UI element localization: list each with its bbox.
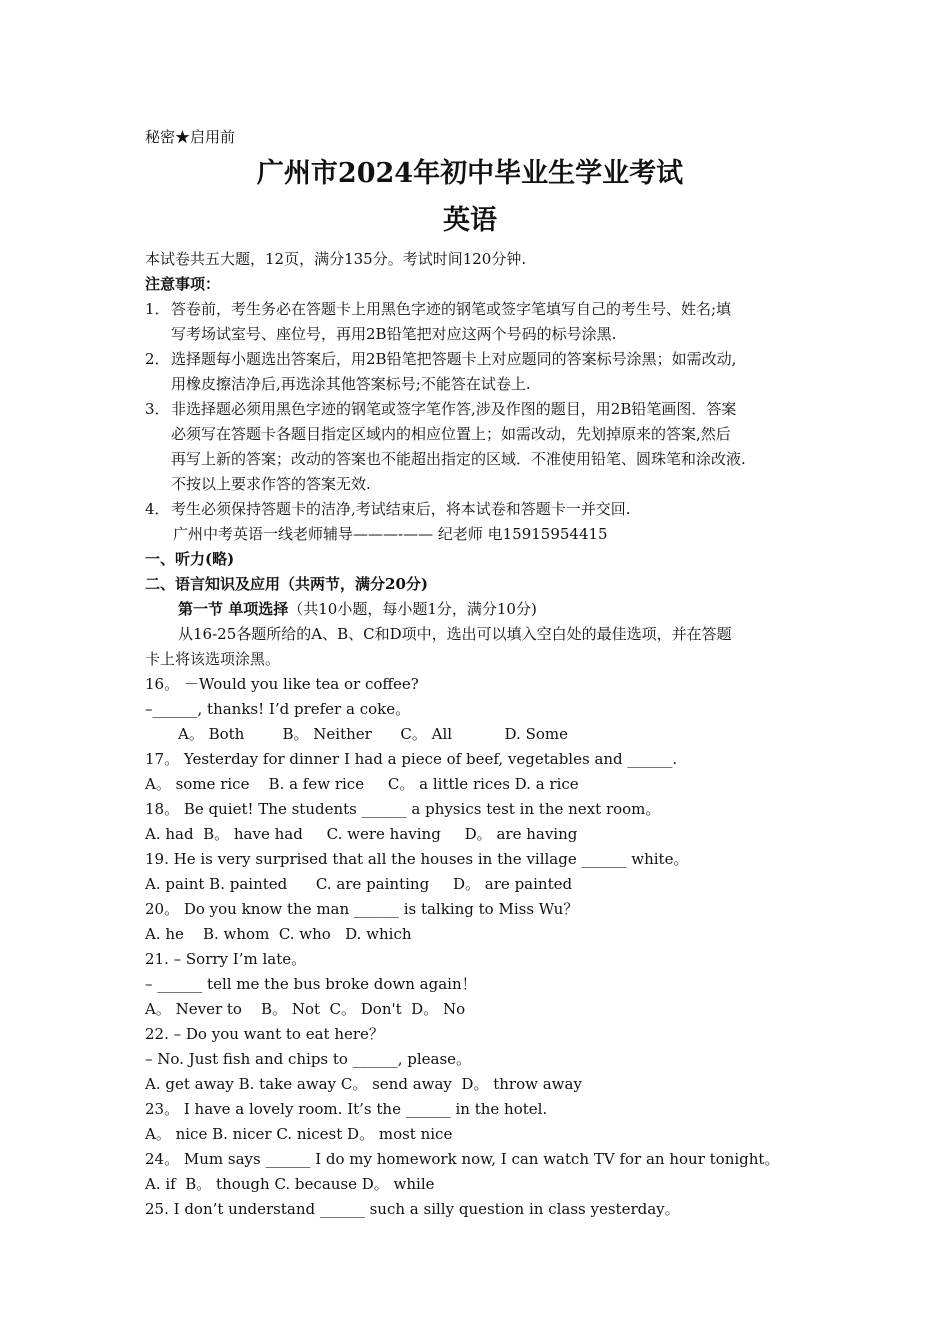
- question-19: 19. He is very surprised that all the houses in the village ______ white。: [145, 850, 689, 868]
- instruction-line: 卡上将该选项涂黑。: [145, 650, 281, 668]
- notice-line: 再写上新的答案；改动的答案也不能超出指定的区域．不准使用铅笔、圆珠笔和涂改液.: [171, 450, 746, 468]
- question-16-options: A。 Both B。 Neither C。 All D. Some: [178, 725, 568, 743]
- notice-number: 1．: [145, 300, 170, 318]
- question-18: 18。 Be quiet! The students ______ a physics test in the next room。: [145, 800, 661, 818]
- part-note: （共10小题，每小题1分，满分10分): [288, 600, 537, 618]
- question-20: 20。 Do you know the man ______ is talking to Miss Wu？: [145, 900, 579, 918]
- question-18-options: A. had B。 have had C. were having D。 are having: [145, 825, 578, 843]
- notice-item: [145, 497, 815, 522]
- notice-line: 非选择题必须用黑色字迹的钢笔或签字笔作答,涉及作图的题目，用2B铅笔画图．答案: [171, 400, 737, 418]
- question-24-options: A. if B。 though C. because D。 while: [145, 1175, 435, 1193]
- question-25: 25. I don’t understand ______ such a silly question in class yesterday。: [145, 1200, 680, 1218]
- notice-item: [145, 297, 815, 347]
- question-23-options: A。 nice B. nicer C. nicest D。 most nice: [145, 1125, 453, 1143]
- question-20-options: A. he B. whom C. who D. which: [145, 925, 412, 943]
- question-22-prompt: 22. – Do you want to eat here？: [145, 1025, 384, 1043]
- question-21-prompt: 21. – Sorry I’m late。: [145, 950, 307, 968]
- question-17-options: A。 some rice B. a few rice C。 a little rices D. a rice: [145, 775, 579, 793]
- question-23: 23。 I have a lovely room. It’s the ______ in the hotel.: [145, 1100, 548, 1118]
- section-listening: 一、听力(略): [145, 550, 235, 568]
- question-22-reply: – No. Just fish and chips to ______, please。: [145, 1050, 472, 1068]
- notice-item: [145, 347, 815, 397]
- notice-line: 不按以上要求作答的答案无效.: [171, 475, 371, 493]
- notice-line: 用橡皮擦洁净后,再选涂其他答案标号;不能答在试卷上.: [171, 375, 531, 393]
- tutor-contact: 广州中考英语一线老师辅导———-—— 纪老师 电15915954415: [173, 525, 608, 543]
- notice-number: 4．: [145, 500, 170, 518]
- question-17: 17。 Yesterday for dinner I had a piece of beef, vegetables and ______.: [145, 750, 678, 768]
- question-16-reply: –______, thanks! I’d prefer a coke。: [145, 700, 411, 718]
- question-21-reply: – ______ tell me the bus broke down again！: [145, 975, 477, 993]
- part-heading: [145, 597, 815, 622]
- notice-line: 答卷前，考生务必在答题卡上用黑色字迹的钢笔或签字笔填写自己的考生号、姓名;填: [171, 300, 732, 318]
- question-22-options: A. get away B. take away C。 send away D。 throw away: [145, 1075, 582, 1093]
- notice-line: 考生必须保持答题卡的洁净,考试结束后，将本试卷和答题卡一并交回.: [171, 500, 631, 518]
- exam-title: 广州市2024年初中毕业生学业考试: [256, 158, 684, 189]
- question-21-options: A。 Never to B。 Not C。 Don't D。 No: [145, 1000, 466, 1018]
- notice-line: 写考场试室号、座位号，再用2B铅笔把对应这两个号码的标号涂黑.: [171, 325, 617, 343]
- notice-item: [145, 397, 815, 497]
- notice-line: 必须写在答题卡各题目指定区域内的相应位置上；如需改动，先划掉原来的答案,然后: [171, 425, 731, 443]
- question-19-options: A. paint B. painted C. are painting D。 are painted: [145, 875, 573, 893]
- instruction-line: 从16-25各题所给的A、B、C和D项中，选出可以填入空白处的最佳选项，并在答题: [178, 625, 732, 643]
- exam-intro: 本试卷共五大题，12页，满分135分。考试时间120分钟.: [145, 250, 527, 268]
- notice-heading: 注意事项：: [145, 275, 221, 293]
- exam-page: [145, 125, 815, 1222]
- part-title: 第一节 单项选择: [178, 600, 289, 618]
- section-language: 二、语言知识及应用（共两节，满分20分): [145, 575, 428, 593]
- notice-number: 3．: [145, 400, 170, 418]
- notice-line: 选择题每小题选出答案后，用2B铅笔把答题卡上对应题同的答案标号涂黑；如需改动,: [171, 350, 737, 368]
- confidential-mark: 秘密★启用前: [145, 128, 236, 146]
- question-16-prompt: 16。 －Would you like tea or coffee?: [145, 675, 419, 693]
- subject-title: 英语: [443, 205, 497, 236]
- question-24: 24。 Mum says ______ I do my homework now, I can watch TV for an hour tonight。: [145, 1150, 780, 1168]
- notice-number: 2．: [145, 350, 170, 368]
